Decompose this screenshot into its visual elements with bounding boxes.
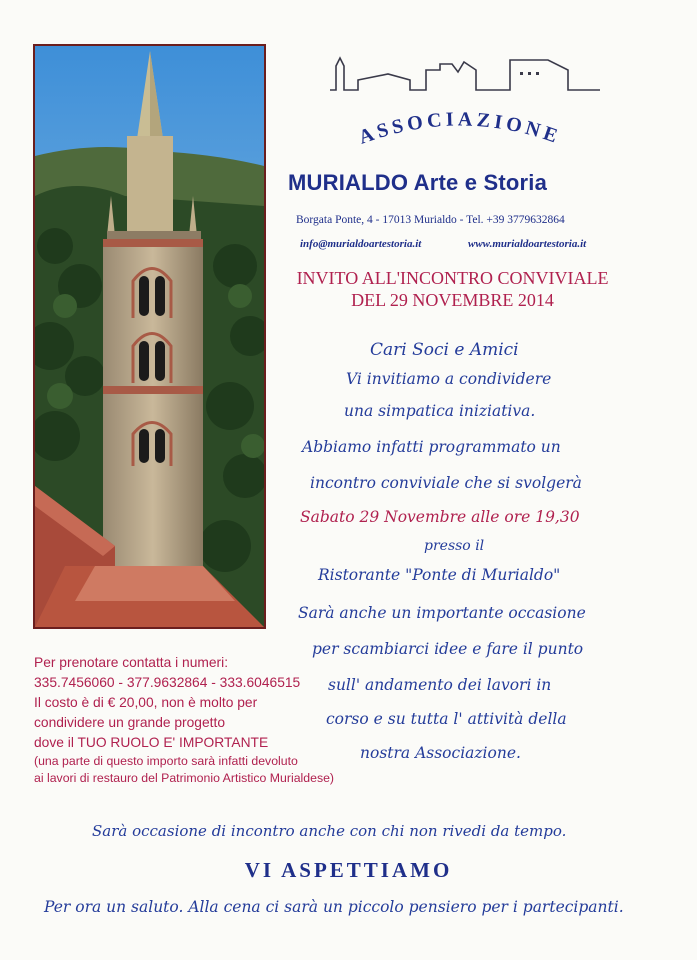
vi-aspettiamo-heading: VI ASPETTIAMO [244, 858, 453, 882]
letter-date-line: Sabato 29 Novembre alle ore 19,30 [300, 508, 580, 526]
booking-line: Il costo è di € 20,00, non è molto per [34, 695, 258, 710]
association-arc-text [300, 98, 620, 168]
booking-note: (una parte di questo importo sarà infatti devoluto [34, 754, 298, 768]
svg-text:ASSOCIAZIONE [356, 108, 564, 148]
letter-line: incontro conviviale che si svolgerà [310, 474, 582, 492]
association-word: ASSOCIAZIONE [356, 108, 565, 149]
letter-line: presso il [424, 538, 485, 554]
occasion-line: Sarà occasione di incontro anche con chi non rivedi da tempo. [92, 822, 567, 840]
letter-line: una simpatica iniziativa. [344, 402, 536, 420]
letter-line: per scambiarci idee e fare il punto [312, 640, 584, 658]
address-line: Borgata Ponte, 4 - 17013 Murialdo - Tel. +39 3779632864 [296, 214, 565, 226]
letter-line: Vi invitiamo a condividere [346, 370, 552, 388]
booking-note: ai lavori di restauro del Patrimonio Artistico Murialdese) [34, 771, 335, 785]
letter-line: sull' andamento dei lavori in [328, 676, 552, 694]
booking-line: dove il TUO RUOLO E' IMPORTANTE [34, 735, 269, 750]
booking-info [34, 653, 334, 787]
letter-greeting: Cari Soci e Amici [370, 340, 519, 360]
email-link[interactable]: info@murialdoartestoria.it [300, 238, 422, 250]
letter-line: Abbiamo infatti programmato un [302, 438, 561, 456]
letter-line: nostra Associazione. [360, 744, 521, 762]
closing-line: Per ora un saluto. Alla cena ci sarà un piccolo pensiero per i partecipanti. [44, 898, 624, 916]
website-link[interactable]: www.murialdoartestoria.it [468, 238, 587, 250]
letter-restaurant-line: Ristorante "Ponte di Murialdo" [318, 566, 561, 584]
letter-line: corso e su tutta l' attività della [326, 710, 567, 728]
bell-tower-photo [33, 44, 266, 629]
booking-phone-numbers: 335.7456060 - 377.9632864 - 333.6046515 [34, 675, 301, 690]
invite-heading-line1: INVITO ALL'INCONTRO CONVIVIALE [296, 268, 609, 288]
letter-line: Sarà anche un importante occasione [298, 604, 586, 622]
booking-line: condividere un grande progetto [34, 715, 225, 730]
skyline-logo [330, 52, 600, 94]
booking-line: Per prenotare contatta i numeri: [34, 655, 229, 670]
association-title: MURIALDO Arte e Storia [288, 170, 548, 195]
invite-heading-line2: DEL 29 NOVEMBRE 2014 [351, 290, 554, 310]
